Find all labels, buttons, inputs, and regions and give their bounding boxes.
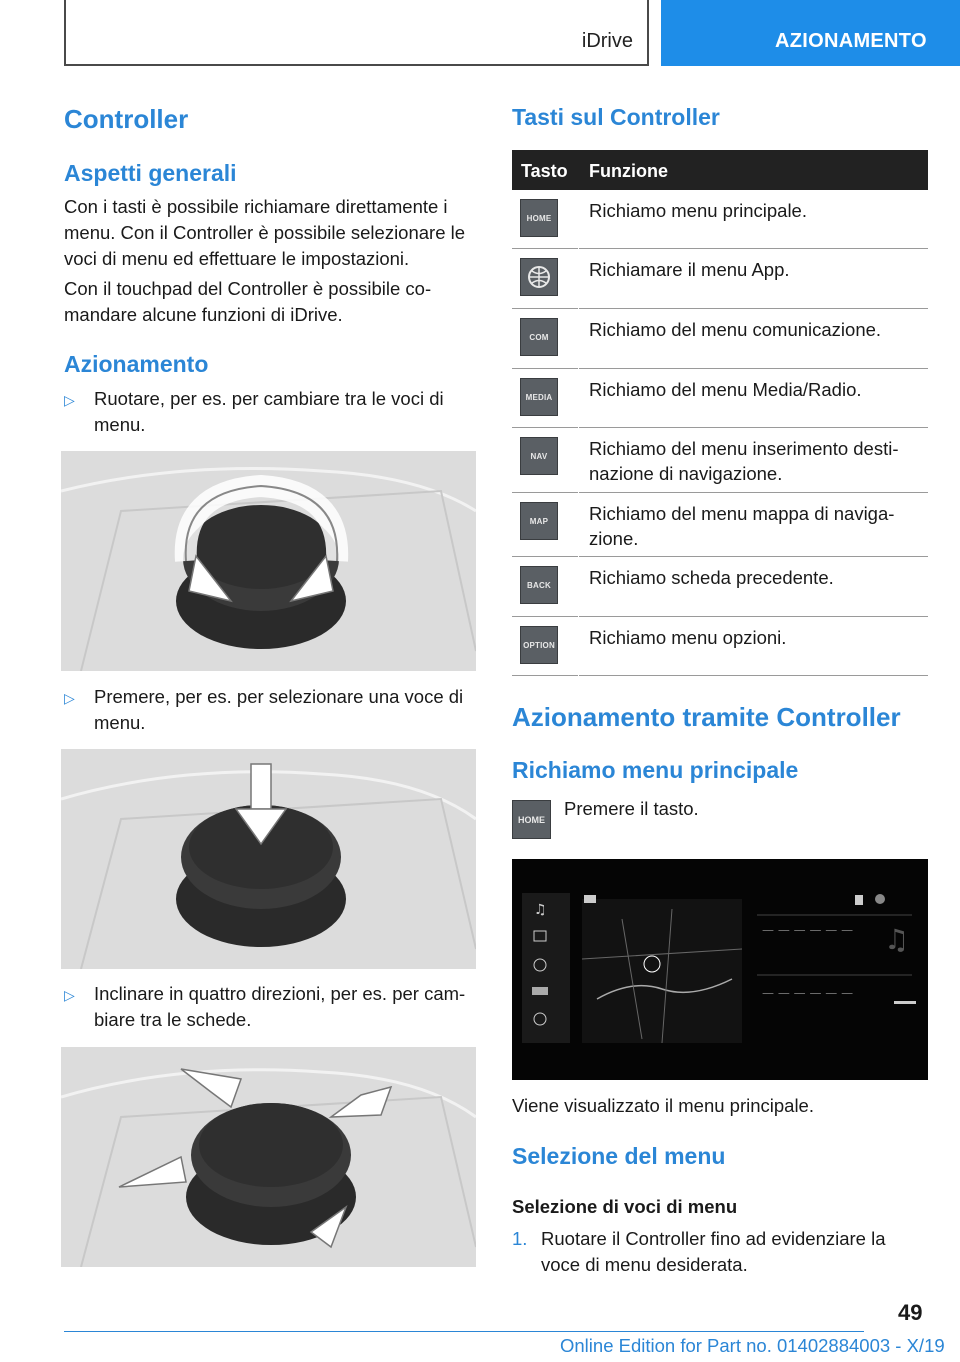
text-line: Con il touchpad del Controller è possibile co‐ bbox=[64, 278, 432, 299]
column-divider bbox=[578, 493, 579, 557]
map-button-icon: MAP bbox=[520, 502, 558, 540]
table-row bbox=[512, 557, 928, 617]
text-line: zione. bbox=[589, 528, 639, 549]
text-line: menu. bbox=[94, 712, 146, 733]
text-line: mandare alcune funzioni di iDrive. bbox=[64, 304, 343, 325]
column-divider bbox=[578, 617, 579, 676]
text-line: Ruotare il Controller fino ad evidenziare la bbox=[541, 1228, 886, 1249]
step-number: 1. bbox=[512, 1228, 528, 1249]
text-line: Richiamo del menu comunicazione. bbox=[589, 319, 882, 340]
text-line: Ruotare, per es. per cambiare tra le voci di bbox=[94, 388, 444, 409]
text-line: menu. bbox=[94, 414, 146, 435]
table-row bbox=[512, 617, 928, 676]
buttons-heading: Tasti sul Controller bbox=[512, 104, 720, 130]
controller-tilt-photo bbox=[61, 1047, 476, 1267]
media-button-icon: MEDIA bbox=[520, 378, 558, 416]
column-header-function: Funzione bbox=[589, 161, 668, 181]
text-line: Richiamo del menu inserimento desti‐ bbox=[589, 438, 899, 459]
header-section-box bbox=[64, 0, 649, 66]
svg-text:— — — — — —: — — — — — — bbox=[762, 923, 854, 937]
text-line: menu. Con il Controller è possibile selezionare le bbox=[64, 222, 466, 243]
home-button-icon: HOME bbox=[520, 199, 558, 237]
back-button-icon: BACK bbox=[520, 566, 558, 604]
operation-controller-heading: Azionamento tramite Controller bbox=[512, 702, 901, 732]
header-section-label: iDrive bbox=[581, 30, 633, 52]
edition-text: Online Edition for Part no. 01402884003 - X/19 bbox=[560, 1335, 945, 1356]
header-chapter-tab bbox=[661, 0, 960, 66]
nav-button-icon: NAV bbox=[520, 437, 558, 475]
column-divider bbox=[578, 190, 579, 249]
main-menu-screenshot bbox=[512, 859, 928, 1080]
row-function bbox=[589, 317, 924, 342]
press-key-text: Premere il tasto. bbox=[564, 798, 699, 819]
general-heading: Aspetti generali bbox=[64, 160, 237, 186]
menu-selection-heading: Selezione del menu bbox=[512, 1143, 726, 1169]
row-function bbox=[589, 436, 924, 486]
column-header-key: Tasto bbox=[521, 161, 568, 181]
page-title: Controller bbox=[64, 104, 189, 134]
column-divider bbox=[578, 309, 579, 369]
text-line: Richiamo menu principale. bbox=[589, 200, 807, 221]
triangle-bullet-icon: ▷ bbox=[64, 987, 75, 1003]
controller-rotate-photo bbox=[61, 451, 476, 671]
operation-heading: Azionamento bbox=[64, 351, 209, 377]
general-paragraph-2 bbox=[64, 276, 431, 328]
svg-text:♫: ♫ bbox=[884, 923, 910, 956]
header-chapter-label: AZIONAMENTO bbox=[775, 30, 927, 52]
column-divider bbox=[578, 369, 579, 428]
table-header bbox=[512, 150, 928, 190]
column-divider bbox=[578, 428, 579, 493]
general-paragraph-1 bbox=[64, 194, 465, 272]
row-function bbox=[589, 501, 924, 551]
text-line: Richiamo scheda precedente. bbox=[589, 567, 834, 588]
table-row bbox=[512, 249, 928, 309]
main-menu-shown-text: Viene visualizzato il menu principale. bbox=[512, 1095, 814, 1116]
text-line: Richiamo menu opzioni. bbox=[589, 627, 787, 648]
globe-icon bbox=[520, 258, 558, 296]
bullet-press bbox=[94, 684, 463, 736]
row-function bbox=[589, 625, 924, 650]
text-line: Richiamare il menu App. bbox=[589, 259, 790, 280]
row-function bbox=[589, 198, 924, 223]
text-line: biare tra le schede. bbox=[94, 1009, 252, 1030]
page-number: 49 bbox=[898, 1300, 923, 1325]
column-divider bbox=[578, 557, 579, 617]
text-line: Con i tasti è possibile richiamare direttamente i bbox=[64, 196, 448, 217]
home-button-icon: HOME bbox=[512, 800, 551, 839]
row-function bbox=[589, 565, 924, 590]
text-line: Inclinare in quattro direzioni, per es. per cam‐ bbox=[94, 983, 466, 1004]
text-line: Richiamo del menu Media/Radio. bbox=[589, 379, 862, 400]
table-row bbox=[512, 428, 928, 493]
text-line: voce di menu desiderata. bbox=[541, 1254, 748, 1275]
main-menu-heading: Richiamo menu principale bbox=[512, 757, 799, 783]
table-row bbox=[512, 190, 928, 249]
text-line: voci di menu ed effettuare le impostazioni. bbox=[64, 248, 410, 269]
footer-divider bbox=[64, 1331, 864, 1332]
triangle-bullet-icon: ▷ bbox=[64, 392, 75, 408]
column-divider bbox=[578, 249, 579, 309]
text-line: Premere, per es. per selezionare una voce di bbox=[94, 686, 464, 707]
table-row bbox=[512, 493, 928, 557]
option-button-icon: OPTION bbox=[520, 626, 558, 664]
text-line: Richiamo del menu mappa di naviga‐ bbox=[589, 503, 895, 524]
row-function bbox=[589, 377, 924, 402]
bullet-rotate bbox=[94, 386, 444, 438]
svg-text:— — — — — —: — — — — — — bbox=[762, 986, 854, 1000]
table-row bbox=[512, 369, 928, 428]
row-function bbox=[589, 257, 924, 282]
com-button-icon: COM bbox=[520, 318, 558, 356]
svg-text:♫: ♫ bbox=[534, 902, 547, 918]
step-1-text bbox=[541, 1226, 886, 1278]
triangle-bullet-icon: ▷ bbox=[64, 690, 75, 706]
table-row bbox=[512, 309, 928, 369]
text-line: nazione di navigazione. bbox=[589, 463, 783, 484]
select-items-heading: Selezione di voci di menu bbox=[512, 1196, 738, 1217]
controller-press-photo bbox=[61, 749, 476, 969]
bullet-tilt bbox=[94, 981, 465, 1033]
